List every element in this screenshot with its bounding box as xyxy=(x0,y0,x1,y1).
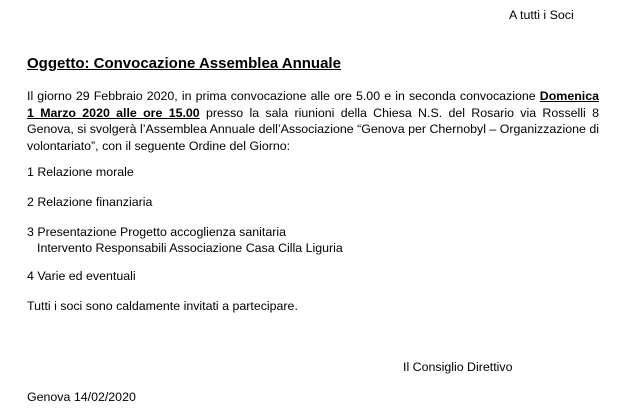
agenda-item-3 xyxy=(27,224,343,256)
body-rest: presso la sala riunioni della Chiesa N.S. del Rosario via Rosselli 8 Genova, si svolgerà l’Assemblea Annuale dell’Associazione “Genova per Chernobyl – Organizzazione di volontariato”, con il seguente Ordine del Giorno: xyxy=(27,105,599,153)
agenda-item-label: 3 Presentazione Progetto accoglienza sanitaria xyxy=(27,225,286,239)
place-date: Genova 14/02/2020 xyxy=(27,390,136,404)
agenda-item-1 xyxy=(27,164,134,180)
closing-sentence: Tutti i soci sono caldamente invitati a partecipare. xyxy=(27,299,298,313)
recipient-line: A tutti i Soci xyxy=(509,8,574,22)
agenda-item-label: 4 Varie ed eventuali xyxy=(27,269,136,283)
signature-line: Il Consiglio Direttivo xyxy=(403,360,513,374)
agenda-item-sub: Intervento Responsabili Associazione Casa Cilla Liguria xyxy=(37,241,343,255)
body-paragraph xyxy=(27,88,599,154)
agenda-item-4 xyxy=(27,268,136,284)
agenda-item-2 xyxy=(27,194,152,210)
body-intro: Il giorno 29 Febbraio 2020, in prima convocazione alle ore 5.00 e in seconda convocazione xyxy=(27,89,540,103)
agenda-item-label: 1 Relazione morale xyxy=(27,165,134,179)
agenda-item-label: 2 Relazione finanziaria xyxy=(27,195,153,209)
subject-heading: Oggetto: Convocazione Assemblea Annuale xyxy=(27,55,341,72)
meeting-date-highlight: Domenica 1 Marzo 2020 alle ore 15.00 xyxy=(27,89,599,120)
